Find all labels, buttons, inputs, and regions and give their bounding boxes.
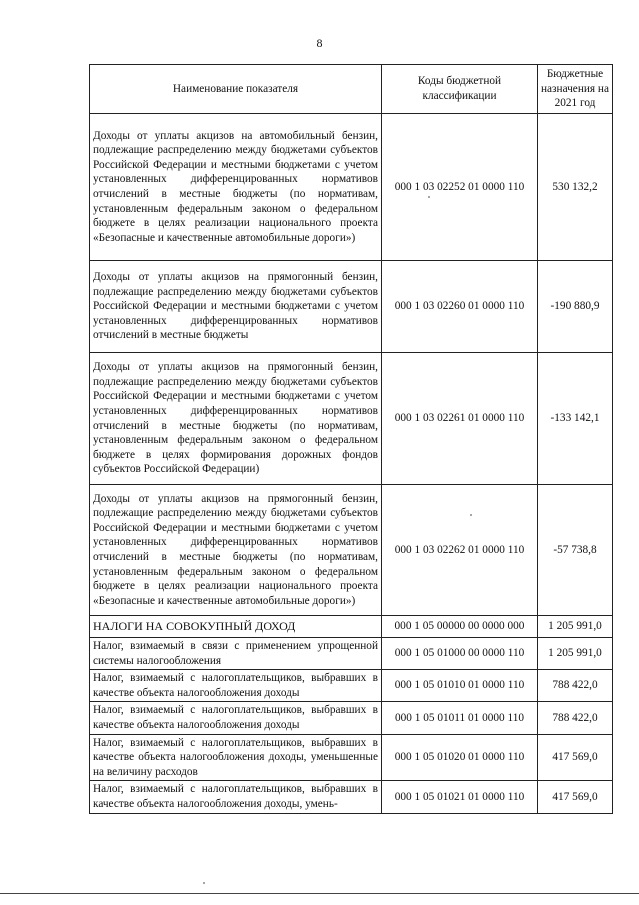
row-classification-code: 000 1 05 01021 01 0000 110 <box>382 781 538 813</box>
scan-speck <box>203 882 205 884</box>
table-header-row <box>90 65 613 114</box>
row-budget-amount: 417 569,0 <box>538 734 613 781</box>
row-indicator-name: Налог, взимаемый с налогоплательщиков, выбравших в качестве объекта налогообложения доходы, умень- <box>90 781 382 813</box>
row-budget-amount: 530 132,2 <box>538 114 613 261</box>
page-bottom-edge <box>0 893 639 894</box>
row-classification-code: 000 1 05 01020 01 0000 110 <box>382 734 538 781</box>
row-budget-amount: 1 205 991,0 <box>538 616 613 638</box>
row-indicator-name: Налог, взимаемый с налогоплательщиков, выбравших в качестве объекта налогообложения доходы, уменьшенные на величину расходов <box>90 734 382 781</box>
table-row <box>90 261 613 353</box>
table-row <box>90 353 613 485</box>
row-indicator-name: Доходы от уплаты акцизов на автомобильный бензин, подлежащие распределению между бюджетами субъектов Российской Федерации и местными бюджетами с учетом установленных дифференцированных нормативов отчислений в местные бюджеты (по нормативам, установленным федеральным законом о федеральном бюджете в целях реализации национального проекта «Безопасные и качественные автомобильные дороги») <box>90 114 382 261</box>
row-classification-code: 000 1 03 02262 01 0000 110 <box>382 485 538 616</box>
table-row <box>90 781 613 813</box>
row-budget-amount: 788 422,0 <box>538 670 613 702</box>
row-budget-amount: 417 569,0 <box>538 781 613 813</box>
row-classification-code: 000 1 05 01011 01 0000 110 <box>382 702 538 734</box>
row-indicator-name: Доходы от уплаты акцизов на прямогонный бензин, подлежащие распределению между бюджетами субъектов Российской Федерации и местными бюджетами с учетом установленных дифференцированных нормативов отчислений в местные бюджеты (по нормативам, установленным федеральным законом о федеральном бюджете в целях реализации национального проекта «Безопасные и качественные автомобильные дороги») <box>90 485 382 616</box>
row-indicator-name: Доходы от уплаты акцизов на прямогонный бензин, подлежащие распределению между бюджетами субъектов Российской Федерации и местными бюджетами с учетом установленных дифференцированных нормативов отчислений в местные бюджеты (по нормативам, установленным федеральным законом о федеральном бюджете в целях формирования дорожных фондов субъектов Российской Федерации) <box>90 353 382 485</box>
row-budget-amount: -57 738,8 <box>538 485 613 616</box>
table-row <box>90 638 613 670</box>
header-budget-amount: Бюджетные назначения на 2021 год <box>538 65 613 114</box>
row-indicator-name: Налог, взимаемый с налогоплательщиков, выбравших в качестве объекта налогообложения доходы <box>90 702 382 734</box>
row-classification-code: 000 1 03 02260 01 0000 110 <box>382 261 538 353</box>
row-classification-code: 000 1 03 02252 01 0000 110 <box>382 114 538 261</box>
row-budget-amount: 1 205 991,0 <box>538 638 613 670</box>
table-section-row <box>90 616 613 638</box>
table-row <box>90 734 613 781</box>
row-budget-amount: -190 880,9 <box>538 261 613 353</box>
header-indicator-name: Наименование показателя <box>90 65 382 114</box>
row-budget-amount: -133 142,1 <box>538 353 613 485</box>
row-budget-amount: 788 422,0 <box>538 702 613 734</box>
row-indicator-name: Налог, взимаемый в связи с применением упрощенной системы налогообложения <box>90 638 382 670</box>
scan-speck <box>470 514 472 516</box>
table-body <box>90 114 613 814</box>
header-classification-code: Коды бюджетной классификации <box>382 65 538 114</box>
page-number: 8 <box>316 36 323 50</box>
scan-speck <box>428 196 430 198</box>
table-row <box>90 485 613 616</box>
row-indicator-name: Доходы от уплаты акцизов на прямогонный бензин, подлежащие распределению между бюджетами субъектов Российской Федерации и местными бюджетами с учетом установленных дифференцированных нормативов отчислений в местные бюджеты <box>90 261 382 353</box>
row-classification-code: 000 1 05 01010 01 0000 110 <box>382 670 538 702</box>
row-classification-code: 000 1 05 01000 00 0000 110 <box>382 638 538 670</box>
budget-table <box>89 64 613 814</box>
row-indicator-name: НАЛОГИ НА СОВОКУПНЫЙ ДОХОД <box>90 616 382 638</box>
row-classification-code: 000 1 05 00000 00 0000 000 <box>382 616 538 638</box>
row-indicator-name: Налог, взимаемый с налогоплательщиков, выбравших в качестве объекта налогообложения доходы <box>90 670 382 702</box>
row-classification-code: 000 1 03 02261 01 0000 110 <box>382 353 538 485</box>
table-row <box>90 114 613 261</box>
table-row <box>90 702 613 734</box>
table-row <box>90 670 613 702</box>
